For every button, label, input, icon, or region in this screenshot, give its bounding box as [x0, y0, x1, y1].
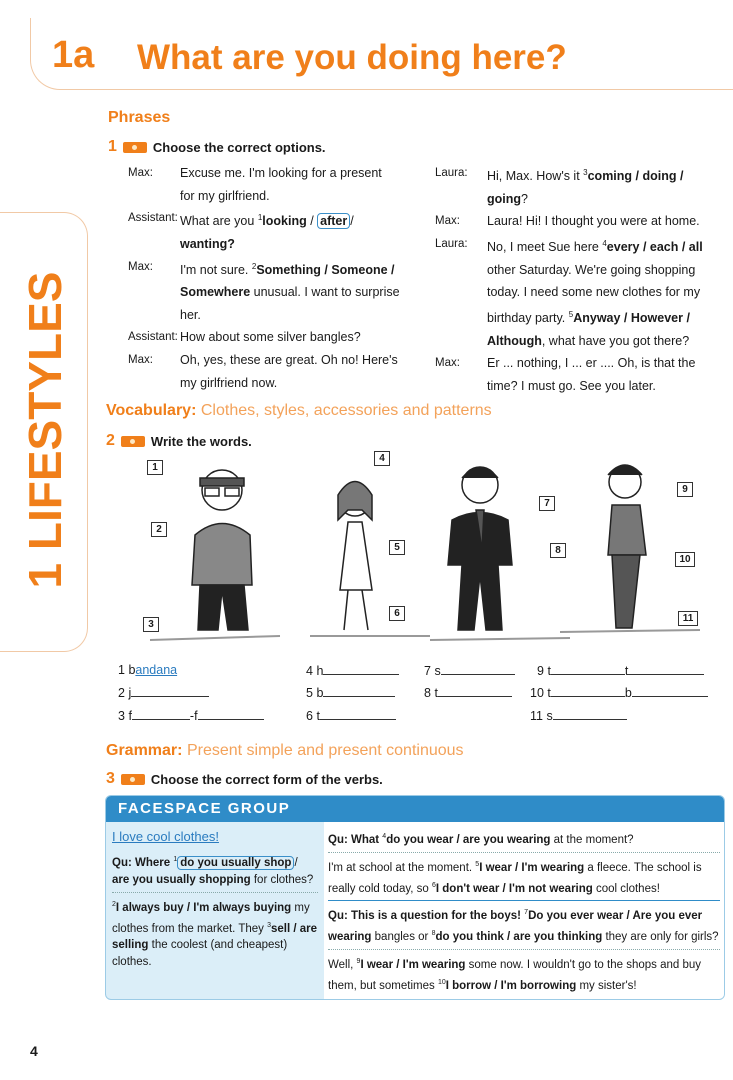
answer-1: $^2$I always buy / I'm always buying my clothes from the market. They $^3$sell / are selling the coolest (and cheapest) clothes. [112, 900, 318, 969]
exercise-3-header [106, 770, 383, 788]
dialogue-line: my girlfriend now. [180, 375, 278, 390]
dialogue-line [128, 233, 418, 256]
dialogue-left [128, 162, 418, 394]
option[interactable]: I always buy / I'm always buying [115, 901, 292, 914]
option[interactable]: I don't wear / I'm not wearing [435, 882, 593, 895]
exercise-number: 2 [106, 432, 115, 449]
option[interactable]: coming / doing / [587, 169, 684, 184]
dialogue-line: Somewhere unusual. I want to surprise [180, 285, 400, 300]
answer-3: Well, $^9$I wear / I'm wearing some now. I wouldn't go to the shops and buy them, but sometimes $^{10}$I borrow / I'm borrowing my sister's! [328, 958, 701, 992]
exercise-1-header [108, 138, 326, 156]
dialogue-line: other Saturday. We're going shopping [487, 262, 696, 277]
side-tab-label: 1 LIFESTYLES [19, 271, 71, 589]
facespace-panel [105, 795, 725, 1000]
speaker: Max: [435, 215, 460, 228]
callout-4: 4 [374, 451, 390, 466]
word-item-8: 8 t [424, 685, 512, 700]
option[interactable]: Somewhere [180, 285, 251, 300]
answer-text: andana [135, 663, 178, 677]
speaker: Assistant: [128, 331, 178, 344]
speaker: Max: [128, 167, 153, 179]
answer-blank[interactable] [323, 685, 395, 697]
speaker: Max: [435, 357, 460, 370]
answer-blank[interactable] [323, 663, 399, 675]
line-text: What are you $^1$looking / after / [180, 213, 354, 229]
exercise-2-header [106, 432, 252, 450]
option[interactable]: Something / Someone / [256, 262, 395, 277]
speaker: Max: [128, 260, 153, 273]
word-item-9: 9 t t [537, 663, 704, 678]
option[interactable]: do you think / are you thinking [435, 931, 603, 944]
page-number: 4 [30, 1043, 38, 1059]
divider [112, 892, 318, 893]
dialogue-line [128, 185, 418, 208]
grammar-title: Grammar: Present simple and present continuous [106, 742, 464, 759]
option[interactable]: I wear / I'm wearing [479, 861, 585, 874]
callout-6: 6 [389, 606, 405, 621]
option[interactable]: wanting? [180, 236, 235, 251]
selected-option[interactable]: after [317, 213, 350, 229]
answer-blank[interactable] [441, 663, 515, 675]
word-item-1: 1 bandana [118, 663, 178, 677]
unit-code: 1a [52, 34, 95, 76]
dialogue-line: Laura: Hi, Max. How's it $^3$coming / doing / [435, 162, 725, 188]
line-text: for my girlfriend. [180, 188, 270, 203]
dialogue-line: going? [487, 191, 528, 206]
dialogue-line: her. [180, 307, 201, 322]
callout-7: 7 [539, 496, 555, 511]
callout-10: 10 [675, 552, 695, 567]
word-item-6: 6 t [306, 708, 396, 723]
dialogue-line [128, 207, 418, 233]
option[interactable]: are you usually shopping [112, 873, 251, 886]
option[interactable]: every / each / all [606, 240, 703, 255]
answer-blank[interactable] [628, 663, 704, 675]
answer-blank[interactable] [553, 708, 627, 720]
exercise-instruction: Choose the correct form of the verbs. [150, 771, 383, 787]
facespace-right-column [328, 828, 720, 995]
speaker: Max: [128, 354, 153, 367]
word-item-10: 10 t b [530, 685, 708, 700]
dialogue-line: Max: Laura! Hi! I thought you were at home. [435, 210, 725, 233]
callout-11: 11 [678, 611, 698, 626]
word-item-2: 2 j [118, 685, 209, 700]
word-item-7: 7 s [424, 663, 515, 678]
phrases-title: Phrases [108, 109, 171, 126]
facespace-left-column [112, 828, 318, 971]
figure-girl [338, 482, 372, 631]
figure-man-suit [448, 467, 512, 630]
vocabulary-subtitle: Clothes, styles, accessories and patterns [200, 402, 492, 419]
dialogue-line: birthday party. $^5$Anyway / However / [487, 309, 690, 326]
answer-blank[interactable] [131, 685, 209, 697]
answer-blank[interactable] [438, 685, 512, 697]
dialogue-right [435, 162, 725, 397]
option[interactable]: Anyway / However / [573, 311, 690, 326]
callout-2: 2 [151, 522, 167, 537]
selected-option[interactable]: do you usually shop [177, 856, 294, 870]
option[interactable]: Do you ever wear / Are you ever wearing [328, 910, 703, 944]
unit-title: What are you doing here? [137, 38, 567, 77]
post-subject[interactable]: I love cool clothes! [112, 829, 219, 844]
exercise-icon [123, 142, 147, 153]
option[interactable]: looking [262, 214, 307, 229]
exercise-icon [121, 436, 145, 447]
dialogue-line: Although, what have you got there? [487, 333, 690, 348]
question-3: Qu: This is a question for the boys! $^7$Do you ever wear / Are you ever wearing bangles or $^8$do you think / are you thinking they are only for girls? [328, 909, 719, 944]
answer-2: I'm at school at the moment. $^5$I wear / I'm wearing a fleece. The school is really cold today, so $^6$I don't wear / I'm not wearing cool clothes! [328, 860, 702, 895]
vocabulary-title: Vocabulary: Clothes, styles, accessories and patterns [106, 402, 492, 419]
exercise-number: 1 [108, 138, 117, 155]
option[interactable]: I wear / I'm wearing [360, 958, 466, 971]
option[interactable]: Although [487, 333, 542, 348]
option[interactable]: do you wear / are you wearing [386, 833, 551, 846]
question-2: Qu: What $^4$do you wear / are you wearing at the moment? [328, 833, 634, 846]
word-item-11: 11 s [530, 708, 627, 723]
callout-3: 3 [143, 617, 159, 632]
speaker: Assistant: [128, 212, 178, 225]
speaker: Laura: [435, 167, 468, 179]
question-1: Qu: Where $^1$ do you usually shop / are you usually shopping for clothes? [112, 856, 314, 886]
grammar-subtitle: Present simple and present continuous [186, 742, 464, 759]
dialogue-line: Max: Oh, yes, these are great. Oh no! Here's [128, 349, 418, 372]
option[interactable]: I borrow / I'm borrowing [445, 979, 577, 992]
dialogue-line: today. I need some new clothes for my [487, 285, 701, 300]
clothes-illustration [140, 450, 730, 650]
option[interactable]: sell / are selling [112, 922, 318, 952]
dialogue-line [128, 162, 418, 185]
dialogue-line: Laura: No, I meet Sue here $^4$every / each / all [435, 233, 725, 259]
callout-9: 9 [677, 482, 693, 497]
answer-blank[interactable] [551, 685, 625, 697]
figure-boy-1 [192, 470, 252, 630]
answer-blank[interactable] [551, 663, 625, 675]
dialogue-line: Max: Er ... nothing, I ... er .... Oh, is that the [435, 352, 725, 375]
speaker: Laura: [435, 237, 468, 250]
callout-8: 8 [550, 543, 566, 558]
word-item-4: 4 h [306, 663, 399, 678]
dialogue-line: Max: I'm not sure. $^2$Something / Someone / [128, 256, 418, 282]
exercise-instruction: Choose the correct options. [152, 139, 326, 155]
line-text: Excuse me. I'm looking for a present [180, 166, 382, 180]
figure-boy-2 [608, 465, 646, 628]
dialogue-line: time? I must go. See you later. [487, 378, 656, 393]
answer-blank[interactable] [632, 685, 708, 697]
exercise-instruction: Write the words. [150, 433, 252, 449]
answer-blank[interactable] [132, 708, 190, 720]
divider [328, 852, 720, 853]
answer-blank[interactable] [198, 708, 264, 720]
answer-blank[interactable] [320, 708, 396, 720]
callout-5: 5 [389, 540, 405, 555]
exercise-icon [121, 774, 145, 785]
exercise-number: 3 [106, 770, 115, 787]
dialogue-line: Assistant: How about some silver bangles? [128, 326, 418, 349]
facespace-title: FACESPACE GROUP [118, 800, 291, 817]
option[interactable]: going [487, 191, 522, 206]
divider [328, 949, 720, 950]
divider [328, 900, 720, 901]
facespace-header [106, 796, 724, 822]
word-item-3: 3 f -f [118, 708, 264, 723]
word-item-5: 5 b [306, 685, 395, 700]
callout-1: 1 [147, 460, 163, 475]
